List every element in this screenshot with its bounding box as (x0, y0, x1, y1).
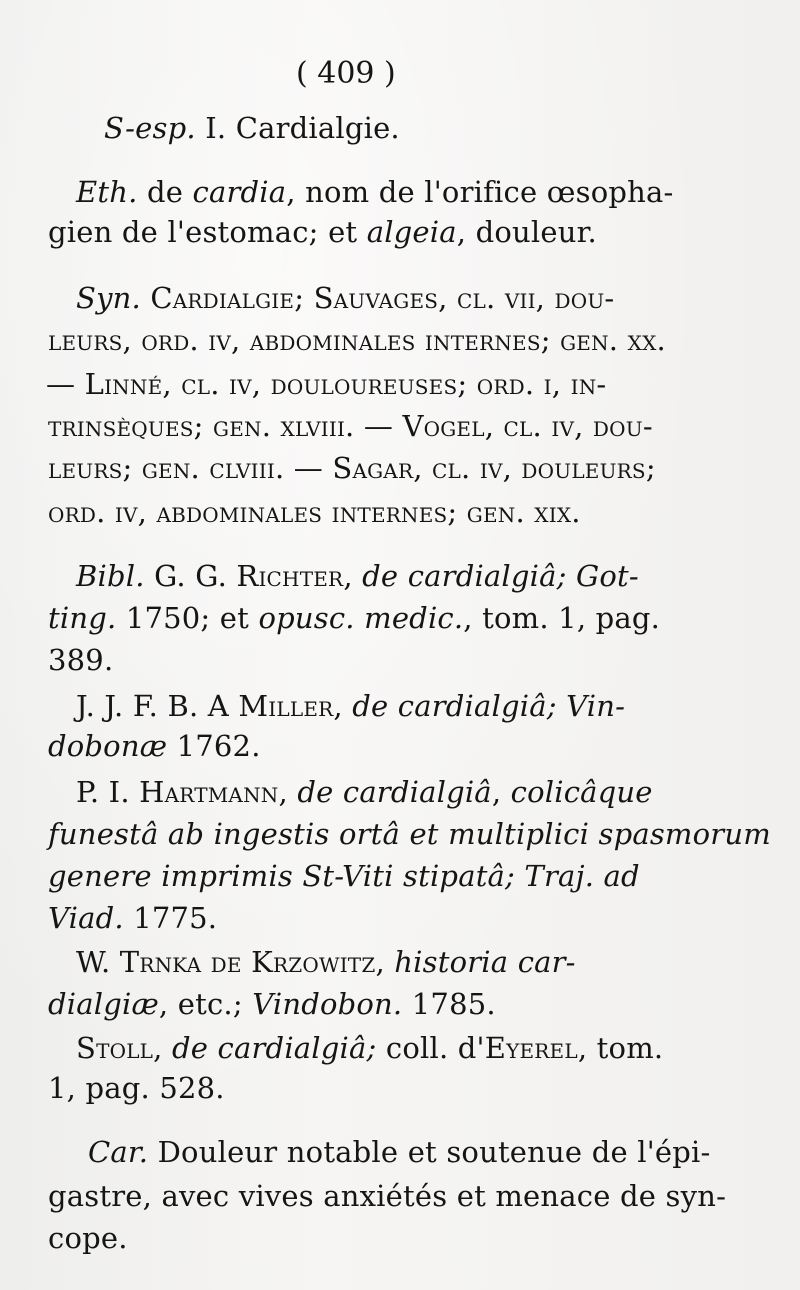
bibl-initials: P. I. (76, 775, 130, 809)
bibl-place: dobonæ (48, 729, 168, 763)
car-line-3: cope. (48, 1221, 128, 1255)
syn-label: Syn. (76, 281, 141, 315)
bibl-entry-2-line-1 (76, 688, 625, 724)
bibl-title: historia car- (394, 945, 576, 979)
eth-term: cardia (192, 175, 287, 209)
bibl-initials: J. J. F. B. A (76, 689, 229, 723)
bibl-author: Miller (238, 689, 334, 723)
bibl-title: de cardialgiâ; (362, 559, 567, 593)
bibl-collection: coll. d' (385, 1031, 485, 1065)
bibl-entry-3-line-2: funestâ ab ingestis ortâ et multiplici spasmorum (48, 817, 771, 851)
bibl-entry-4-line-1 (76, 944, 576, 980)
car-line-1 (88, 1134, 711, 1170)
bibl-entry-3-line-1 (76, 774, 653, 810)
bibl-entry-5-line-1 (76, 1030, 663, 1066)
bibl-etc: , etc.; (158, 987, 243, 1021)
syn-line-3: — Linné, cl. iv, douloureuses; ord. i, in- (46, 367, 607, 401)
page-number: ( 409 ) (296, 56, 396, 91)
car-text: Douleur notable et soutenue de l'épi- (157, 1135, 711, 1169)
syn-line-4: trinsèques; gen. xlviii. — Vogel, cl. iv, dou- (48, 409, 653, 443)
bibl-volume: , tom. 1, pag. (463, 601, 661, 635)
bibl-author: Richter (236, 559, 344, 593)
bibl-title: de cardialgiâ; Vin- (352, 689, 626, 723)
heading-prefix: S-esp. (104, 111, 196, 145)
bibl-place: Got- (576, 559, 639, 593)
section-heading (104, 110, 400, 146)
heading-roman: I. (205, 111, 227, 145)
bibl-entry-1-line-1 (76, 558, 639, 594)
bibl-place: Vindobon. (252, 987, 403, 1021)
bibl-volume: , tom. (577, 1031, 664, 1065)
syn-line-6: ord. iv, abdominales internes; gen. xix. (48, 495, 581, 529)
syn-text: Cardialgie; Sauvages, cl. vii, dou- (150, 281, 615, 315)
bibl-author: Hartmann (139, 775, 279, 809)
bibl-punct: , (375, 945, 385, 979)
bibl-year: 1785. (411, 987, 496, 1021)
bibl-author: Stoll (76, 1031, 154, 1065)
bibl-label: Bibl. (76, 559, 145, 593)
syn-line-2: leurs, ord. iv, abdominales internes; gen. xx. (48, 323, 666, 357)
eth-text: , nom de l'orifice œsopha- (286, 175, 674, 209)
eth-line-2 (48, 214, 597, 250)
bibl-place: Viad. (48, 901, 124, 935)
bibl-title: opusc. medic. (258, 601, 464, 635)
bibl-author: Trnka de Krzowitz (119, 945, 376, 979)
bibl-punct: , (278, 775, 288, 809)
bibl-title: de cardialgiâ (297, 775, 492, 809)
bibl-punct: , (491, 775, 502, 809)
syn-line-5: leurs; gen. clviii. — Sagar, cl. iv, douleurs; (48, 451, 656, 485)
eth-term: algeia (366, 215, 457, 249)
eth-text: , douleur. (456, 215, 597, 249)
syn-line-1 (76, 280, 614, 316)
heading-title: Cardialgie. (235, 111, 400, 145)
bibl-entry-2-line-2 (48, 728, 261, 764)
bibl-punct: , (343, 559, 353, 593)
bibl-editor: Eyerel (484, 1031, 578, 1065)
car-label: Car. (88, 1135, 149, 1169)
bibl-title: de cardialgiâ; (172, 1031, 377, 1065)
bibl-entry-3-line-3: genere imprimis St-Viti stipatâ; Traj. ad (48, 859, 640, 893)
bibl-place: ting. (48, 601, 117, 635)
bibl-year: 1762. (176, 729, 261, 763)
bibl-punct: , (153, 1031, 163, 1065)
bibl-title: dialgiæ (48, 987, 159, 1021)
bibl-entry-1-line-3: 389. (48, 643, 114, 677)
eth-line-1 (76, 174, 674, 210)
bibl-punct: , (333, 689, 343, 723)
bibl-initials: W. (76, 945, 111, 979)
car-line-2: gastre, avec vives anxiétés et menace de syn- (48, 1179, 727, 1213)
bibl-entry-4-line-2 (48, 986, 496, 1022)
eth-text: de (146, 175, 184, 209)
bibl-entry-3-line-4 (48, 900, 217, 936)
eth-label: Eth. (76, 175, 138, 209)
bibl-year: 1750; et (125, 601, 250, 635)
bibl-title: colicâque (510, 775, 653, 809)
eth-text: gien de l'estomac; et (48, 215, 358, 249)
bibl-entry-5-line-2: 1, pag. 528. (48, 1071, 225, 1105)
bibl-year: 1775. (133, 901, 218, 935)
bibl-entry-1-line-2 (48, 600, 660, 636)
bibl-initials: G. G. (154, 559, 227, 593)
